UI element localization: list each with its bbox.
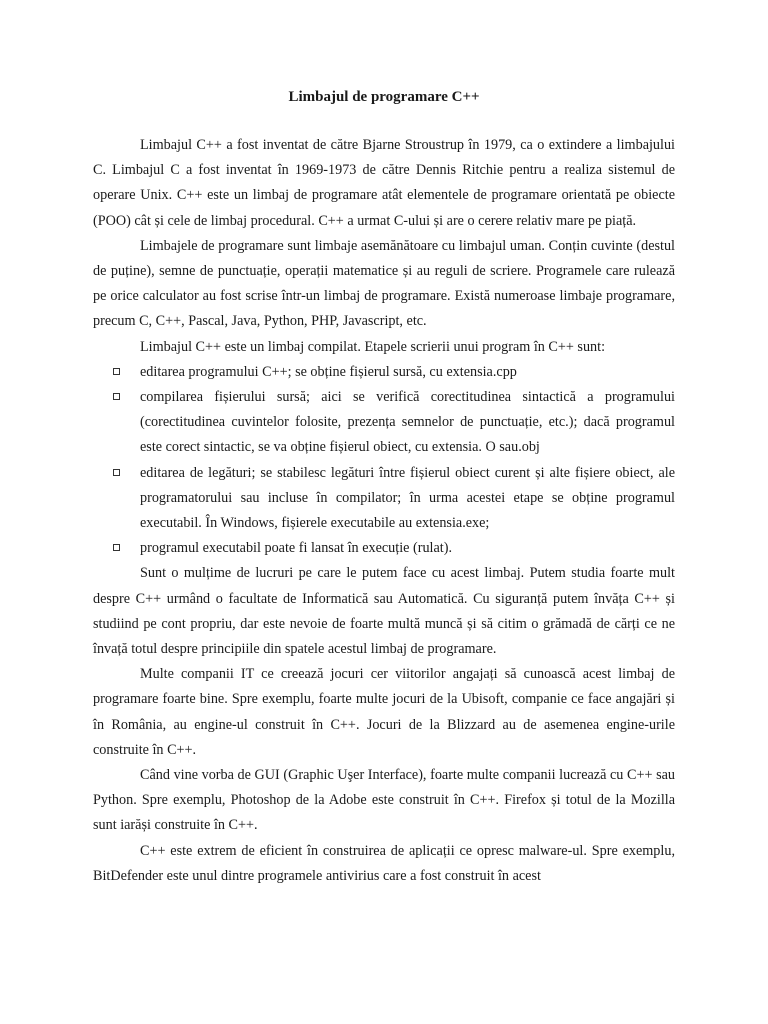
paragraph-gui: Când vine vorba de GUI (Graphic Uşer Interface), foarte multe companii lucrează cu C++ sau Python. Spre exemplu, Photoshop de la Adobe este construit în C++. Firefox și totul de la Mozilla sunt iarăși construite în C++. (93, 767, 675, 834)
step-text: editarea programului C++; se obține fișierul sursă, cu extensia.cpp (140, 363, 517, 380)
list-item (93, 360, 675, 385)
document-title: Limbajul de programare C++ (288, 89, 480, 105)
square-bullet-icon (113, 469, 120, 476)
step-text: editarea de legături; se stabilesc legături între fișierul obiect curent și alte fișiere obiect, ale programatorului sau incluse în compilator; în urma acestei etape se obține programul executabil. În Windows, fișierele executabile au extensia.exe; (140, 464, 675, 532)
paragraph-security: C++ este extrem de eficient în construirea de aplicații ce opresc malware-ul. Spre exemplu, BitDefender este unul dintre programele antivirius care a fost construit în acest (93, 842, 675, 884)
paragraph-languages: Limbajele de programare sunt limbaje asemănătoare cu limbajul uman. Conțin cuvinte (destul de puține), semne de punctuație, operații matematice și au reguli de scriere. Programele care rulează pe orice calculator au fost scrise într-un limbaj de programare. Există numeroase limbaje programare, precum C, C++, Pascal, Java, Python, PHP, Javascript, etc. (93, 237, 675, 330)
paragraph-games: Multe companii IT ce creează jocuri cer viitorilor angajați să cunoască acest limbaj de programare foarte bine. Spre exemplu, foarte multe jocuri de la Ubisoft, companie ce face angajări și în România, au engine-ul construit în C++. Jocuri de la Blizzard au de asemenea engine-urile construite în C++. (93, 666, 675, 758)
square-bullet-icon (113, 368, 120, 375)
steps-list (93, 360, 675, 562)
step-text: compilarea fișierului sursă; aici se verifică corectitudinea sintactică a programului (corectitudinea cuvintelor folosite, prezența semnelor de punctuație, etc.); dacă programul este corect sintactic, se va obține fișierul obiect, cu extensia. O sau.obj (140, 389, 675, 456)
paragraph-study: Sunt o mulțime de lucruri pe care le putem face cu acest limbaj. Putem studia foarte mult despre C++ urmând o facultate de Informatică sau Automatică. Cu siguranță putem învăța C++ și studiind pe cont propriu, dar este nevoie de foarte multă muncă și să citim o grămadă de cărți ce ne învață totul despre principiile din spatele acestul limbaj de programare. (93, 565, 675, 658)
document-body (93, 133, 675, 889)
step-text: programul executabil poate fi lansat în execuție (rulat). (140, 540, 452, 557)
list-item (93, 461, 675, 537)
square-bullet-icon (113, 393, 120, 400)
paragraph-compiled: Limbajul C++ este un limbaj compilat. Etapele scrierii unui program în C++ sunt: (140, 338, 606, 355)
square-bullet-icon (113, 544, 120, 551)
list-item (93, 385, 675, 461)
list-item (93, 536, 675, 561)
paragraph-history: Limbajul C++ a fost inventat de către Bjarne Stroustrup în 1979, ca o extindere a limbajului C. Limbajul C a fost inventat în 1969-1973 de către Dennis Ritchie pentru a realiza sistemul de operare Unix. C++ este un limbaj de programare atât elementele de programare orientată pe obiecte (POO) cât și cele de limbaj procedural. C++ a urmat C-ului și are o cerere relativ mare pe piață. (93, 137, 675, 229)
